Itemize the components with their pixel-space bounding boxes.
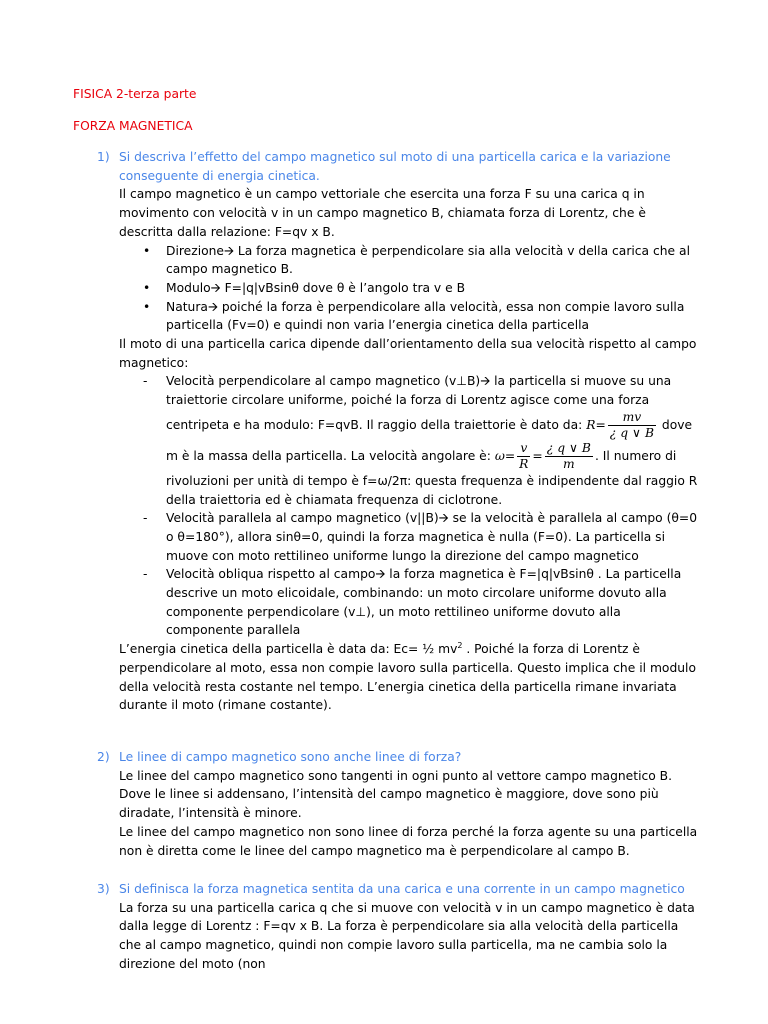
dash-icon: - [143,511,148,526]
list-item: - Velocità parallela al campo magnetico (v||B)🡪 se la velocità è parallela al campo (θ=0 o θ=180°), allora sinθ=0, quindi la forza magnetica è nulla (F=0). La particella si muove con moto rettilineo uniforme lungo la direzione del campo magnetico [143,511,698,563]
bullet-icon: • [143,299,151,314]
property-list [119,242,699,336]
question-3-paragraph: La forza su una particella carica q che si muove con velocità v in un campo magnetico è data dalla legge di Lorentz : F=qv x B. La forza è perpendicolare sia alla velocità della particella che al campo magnetico, quindi non compie lavoro sulla particella, ma ne cambia solo la direzione del moto (non [119,900,695,971]
question-2-block [119,748,699,860]
question-3-text: Si definisca la forza magnetica sentita da una carica e una corrente in un campo magnetico [119,882,685,896]
list-item: • Modulo🡪 F=|q|vBsinθ dove θ è l’angolo tra v e B [119,279,699,298]
question-1-intro: Il campo magnetico è un campo vettoriale che esercita una forza F su una carica q in movimento con velocità v in un campo magnetico B, chiamata forza di Lorentz, che è descritta dalla relazione: F=qv x B. [119,187,646,239]
radius-formula: R= $\frac{mv}{¿ q \vee B}$ [586,409,654,440]
bullet-icon: • [143,243,151,258]
document-title: FISICA 2-terza parte [73,87,197,101]
kinetic-energy-paragraph: L’energia cinetica della particella è data da: Ec= ½ $mv^2$ . Poiché la forza di Lorentz è perpendicolare al moto, essa non compie lavoro sulla particella. Questo implica che il modulo della velocità resta costante nel tempo. L’energia cinetica della particella rimane invariata durante il moto (rimane costante). [119,641,696,713]
question-2-paragraph: Le linee del campo magnetico sono tangenti in ogni punto al vettore campo magnetico B. Dove le linee si addensano, l’intensità del campo magnetico è maggiore, dove sono più diradate, l’intensità è minore. [119,768,673,821]
question-1-number: 1) [97,150,110,164]
list-item: • Natura🡪 poiché la forza è perpendicolare alla velocità, essa non compie lavoro sulla particella (Fv=0) e quindi non varia l’energia cinetica della particella [143,299,685,333]
section-title: FORZA MAGNETICA [73,119,193,133]
list-item: • Direzione🡪 La forza magnetica è perpendicolare sia alla velocità v della carica che al campo magnetico B. [143,243,690,277]
dash-icon: - [143,567,148,582]
question-2-number: 2) [97,750,110,764]
motion-list [119,372,699,640]
angular-velocity-formula: ω= $\frac{v}{R}$ = $\frac{¿ q \vee B}{m}$ [494,440,591,471]
question-2-paragraph: Le linee del campo magnetico non sono linee di forza perché la forza agente su una particella non è diretta come le linee del campo magnetico ma è perpendicolare al campo B. [119,824,698,858]
list-item: - Velocità obliqua rispetto al campo🡪 la forza magnetica è F=|q|vBsinθ . La particella descrive un moto elicoidale, combinando: un moto circolare uniforme dovuto alla componente perpendicolare (v⊥), un moto rettilineo uniforme dovuto alla componente parallela [143,567,682,638]
question-3-number: 3) [97,882,110,896]
motion-intro: Il moto di una particella carica dipende dall’orientamento della sua velocità rispetto al campo magnetico: [119,337,697,370]
question-2-text: Le linee di campo magnetico sono anche linee di forza? [119,750,462,764]
bullet-icon: • [143,280,151,295]
dash-icon: - [143,374,148,389]
question-3-block [119,880,699,974]
question-1-block [119,148,699,715]
list-item: - Velocità perpendicolare al campo magnetico (v⊥B)🡪 la particella si muove su una traiettorie circolare uniforme, poiché la forza di Lorentz agisce come una forza centripeta e ha modulo: F=qvB. Il raggio della traiettorie è dato da: R= $\frac{mv}{¿ q \vee B}$ dove m è la massa della particella. La velocità angolare è: ω= $\frac{v}{R}$ = $\frac{¿ q \vee B}{m}$ . Il numero di rivoluzioni per unità di tempo è f=ω/2π: questa frequenza è indipendente dal raggio R della traiettoria ed è chiamata frequenza di ciclotrone. [143,374,698,507]
question-1-text: Si descriva l’effetto del campo magnetico sul moto di una particella carica e la variazione conseguente di energia cinetica. [119,150,671,183]
